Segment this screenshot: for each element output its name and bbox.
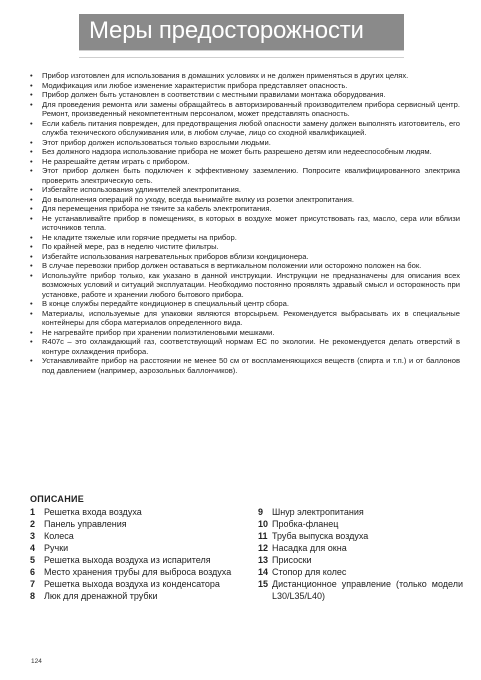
part-label: Насадка для окна [272, 543, 347, 553]
part-number: 2 [30, 519, 36, 529]
list-item: • Не устанавливайте прибор в помещениях, в которых в воздухе может присутствовать газ, масло, сера или вблизи источников тепла. [30, 214, 460, 233]
part-item [30, 566, 235, 578]
list-item: • Модификация или любое изменение характеристик прибора представляет опасность. [30, 81, 460, 91]
part-label: Люк для дренажной трубки [44, 591, 158, 601]
header-rule-lower [79, 57, 404, 58]
part-item [258, 554, 463, 566]
part-number: 3 [30, 531, 36, 541]
part-label: Решетка выхода воздуха из конденсатора [44, 579, 220, 589]
part-number: 15 [258, 579, 269, 589]
part-label: Панель управления [44, 519, 127, 529]
list-item: • Без должного надзора использование прибора не может быть разрешено детям или недееспособным людям. [30, 147, 460, 157]
parts-list-right [258, 506, 463, 602]
precautions-list [30, 71, 460, 375]
part-number: 12 [258, 543, 269, 553]
part-label: Решетка выхода воздуха из испарителя [44, 555, 211, 565]
part-item [30, 506, 235, 518]
list-item: • Материалы, используемые для упаковки являются вторсырьем. Рекомендуется выбрасывать их в специальные контейнеры для сбора материалов определенного вида. [30, 309, 460, 328]
part-item [30, 590, 235, 602]
part-number: 6 [30, 567, 36, 577]
part-number: 1 [30, 507, 36, 517]
list-item: • Для перемещения прибора не тяните за кабель электропитания. [30, 204, 460, 214]
part-item [30, 530, 235, 542]
part-number: 5 [30, 555, 36, 565]
part-label: Колеса [44, 531, 74, 541]
page-number: 124 [31, 658, 42, 665]
page-header [79, 14, 404, 50]
part-item [258, 542, 463, 554]
part-number: 13 [258, 555, 269, 565]
list-item: • До выполнения операций по уходу, всегда вынимайте вилку из розетки электропитания. [30, 195, 460, 205]
part-item [30, 578, 235, 590]
part-item [30, 542, 235, 554]
list-item: • Этот прибор должен быть подключен к эффективному заземлению. Попросите квалифицированного электрика проверить электрическую сеть. [30, 166, 460, 185]
part-item [258, 530, 463, 542]
list-item: • Используйте прибор только, как указано в данной инструкции. Инструкции не предназначены для описания всех возможных условий и ситуаций эксплуатации. Необходимо постоянно проявлять здравый смысл и осторожность при установке, работе и хранении любого бытового прибора. [30, 271, 460, 300]
part-label: Ручки [44, 543, 69, 553]
part-number: 14 [258, 567, 269, 577]
list-item: • Этот прибор должен использоваться только взрослыми людьми. [30, 138, 460, 148]
part-label: Стопор для колес [272, 567, 347, 577]
list-item: • R407c – это охлаждающий газ, соответствующий нормам ЕС по экологии. Не рекомендуется делать отверстий в контуре охлаждения прибора. [30, 337, 460, 356]
part-label: Место хранения трубы для выброса воздуха [44, 567, 232, 577]
list-item: • В конце службы передайте кондиционер в специальный центр сбора. [30, 299, 460, 309]
list-item: • Прибор должен быть установлен в соответствии с местными правилами монтажа оборудования. [30, 90, 460, 100]
list-item: • Устанавливайте прибор на расстоянии не менее 50 см от воспламеняющихся веществ (спирта и т.п.) и от баллонов под давлением (например, аэрозольных баллончиков). [30, 356, 460, 375]
list-item: • По крайней мере, раз в неделю чистите фильтры. [30, 242, 460, 252]
list-item: • Для проведения ремонта или замены обращайтесь в авторизированный производителем прибора сервисный центр. Ремонт, произведенный некомпетентным персоналом, может представлять опасность. [30, 100, 460, 119]
list-item: • В случае перевозки прибор должен оставаться в вертикальном положении или осторожно положен на бок. [30, 261, 460, 271]
part-number: 10 [258, 519, 269, 529]
list-item: • Если кабель питания поврежден, для предотвращения любой опасности замену должен выполнять изготовитель, его служба технического обслуживания или, в любом случае, лицо со сходной квалификацией. [30, 119, 460, 138]
page-title: Меры предосторожности [89, 17, 364, 44]
header-rule [79, 50, 404, 51]
part-number: 9 [258, 507, 264, 517]
list-item: • Не кладите тяжелые или горячие предметы на прибор. [30, 233, 460, 243]
parts-list-left [30, 506, 235, 602]
part-number: 7 [30, 579, 36, 589]
part-label: Пробка-фланец [272, 519, 339, 529]
part-number: 11 [258, 531, 268, 541]
part-label: Дистанционное управление (только модели L30/L35/L40) [272, 579, 463, 601]
list-item: • Не разрешайте детям играть с прибором. [30, 157, 460, 167]
part-item [258, 578, 463, 602]
list-item: • Избегайте использования нагревательных приборов вблизи кондиционера. [30, 252, 460, 262]
list-item: • Не нагревайте прибор при хранении полиэтиленовыми мешками. [30, 328, 460, 338]
list-item: • Избегайте использования удлинителей электропитания. [30, 185, 460, 195]
part-item [30, 554, 235, 566]
part-number: 8 [30, 591, 36, 601]
part-number: 4 [30, 543, 36, 553]
part-item [258, 506, 463, 518]
part-item [258, 566, 463, 578]
list-item: • Прибор изготовлен для использования в домашних условиях и не должен применяться в других целях. [30, 71, 460, 81]
part-label: Решетка входа воздуха [44, 507, 142, 517]
part-item [30, 518, 235, 530]
part-label: Присоски [272, 555, 312, 565]
description-heading: ОПИСАНИЕ [30, 494, 85, 504]
part-item [258, 518, 463, 530]
part-label: Труба выпуска воздуха [272, 531, 369, 541]
part-label: Шнур электропитания [272, 507, 364, 517]
